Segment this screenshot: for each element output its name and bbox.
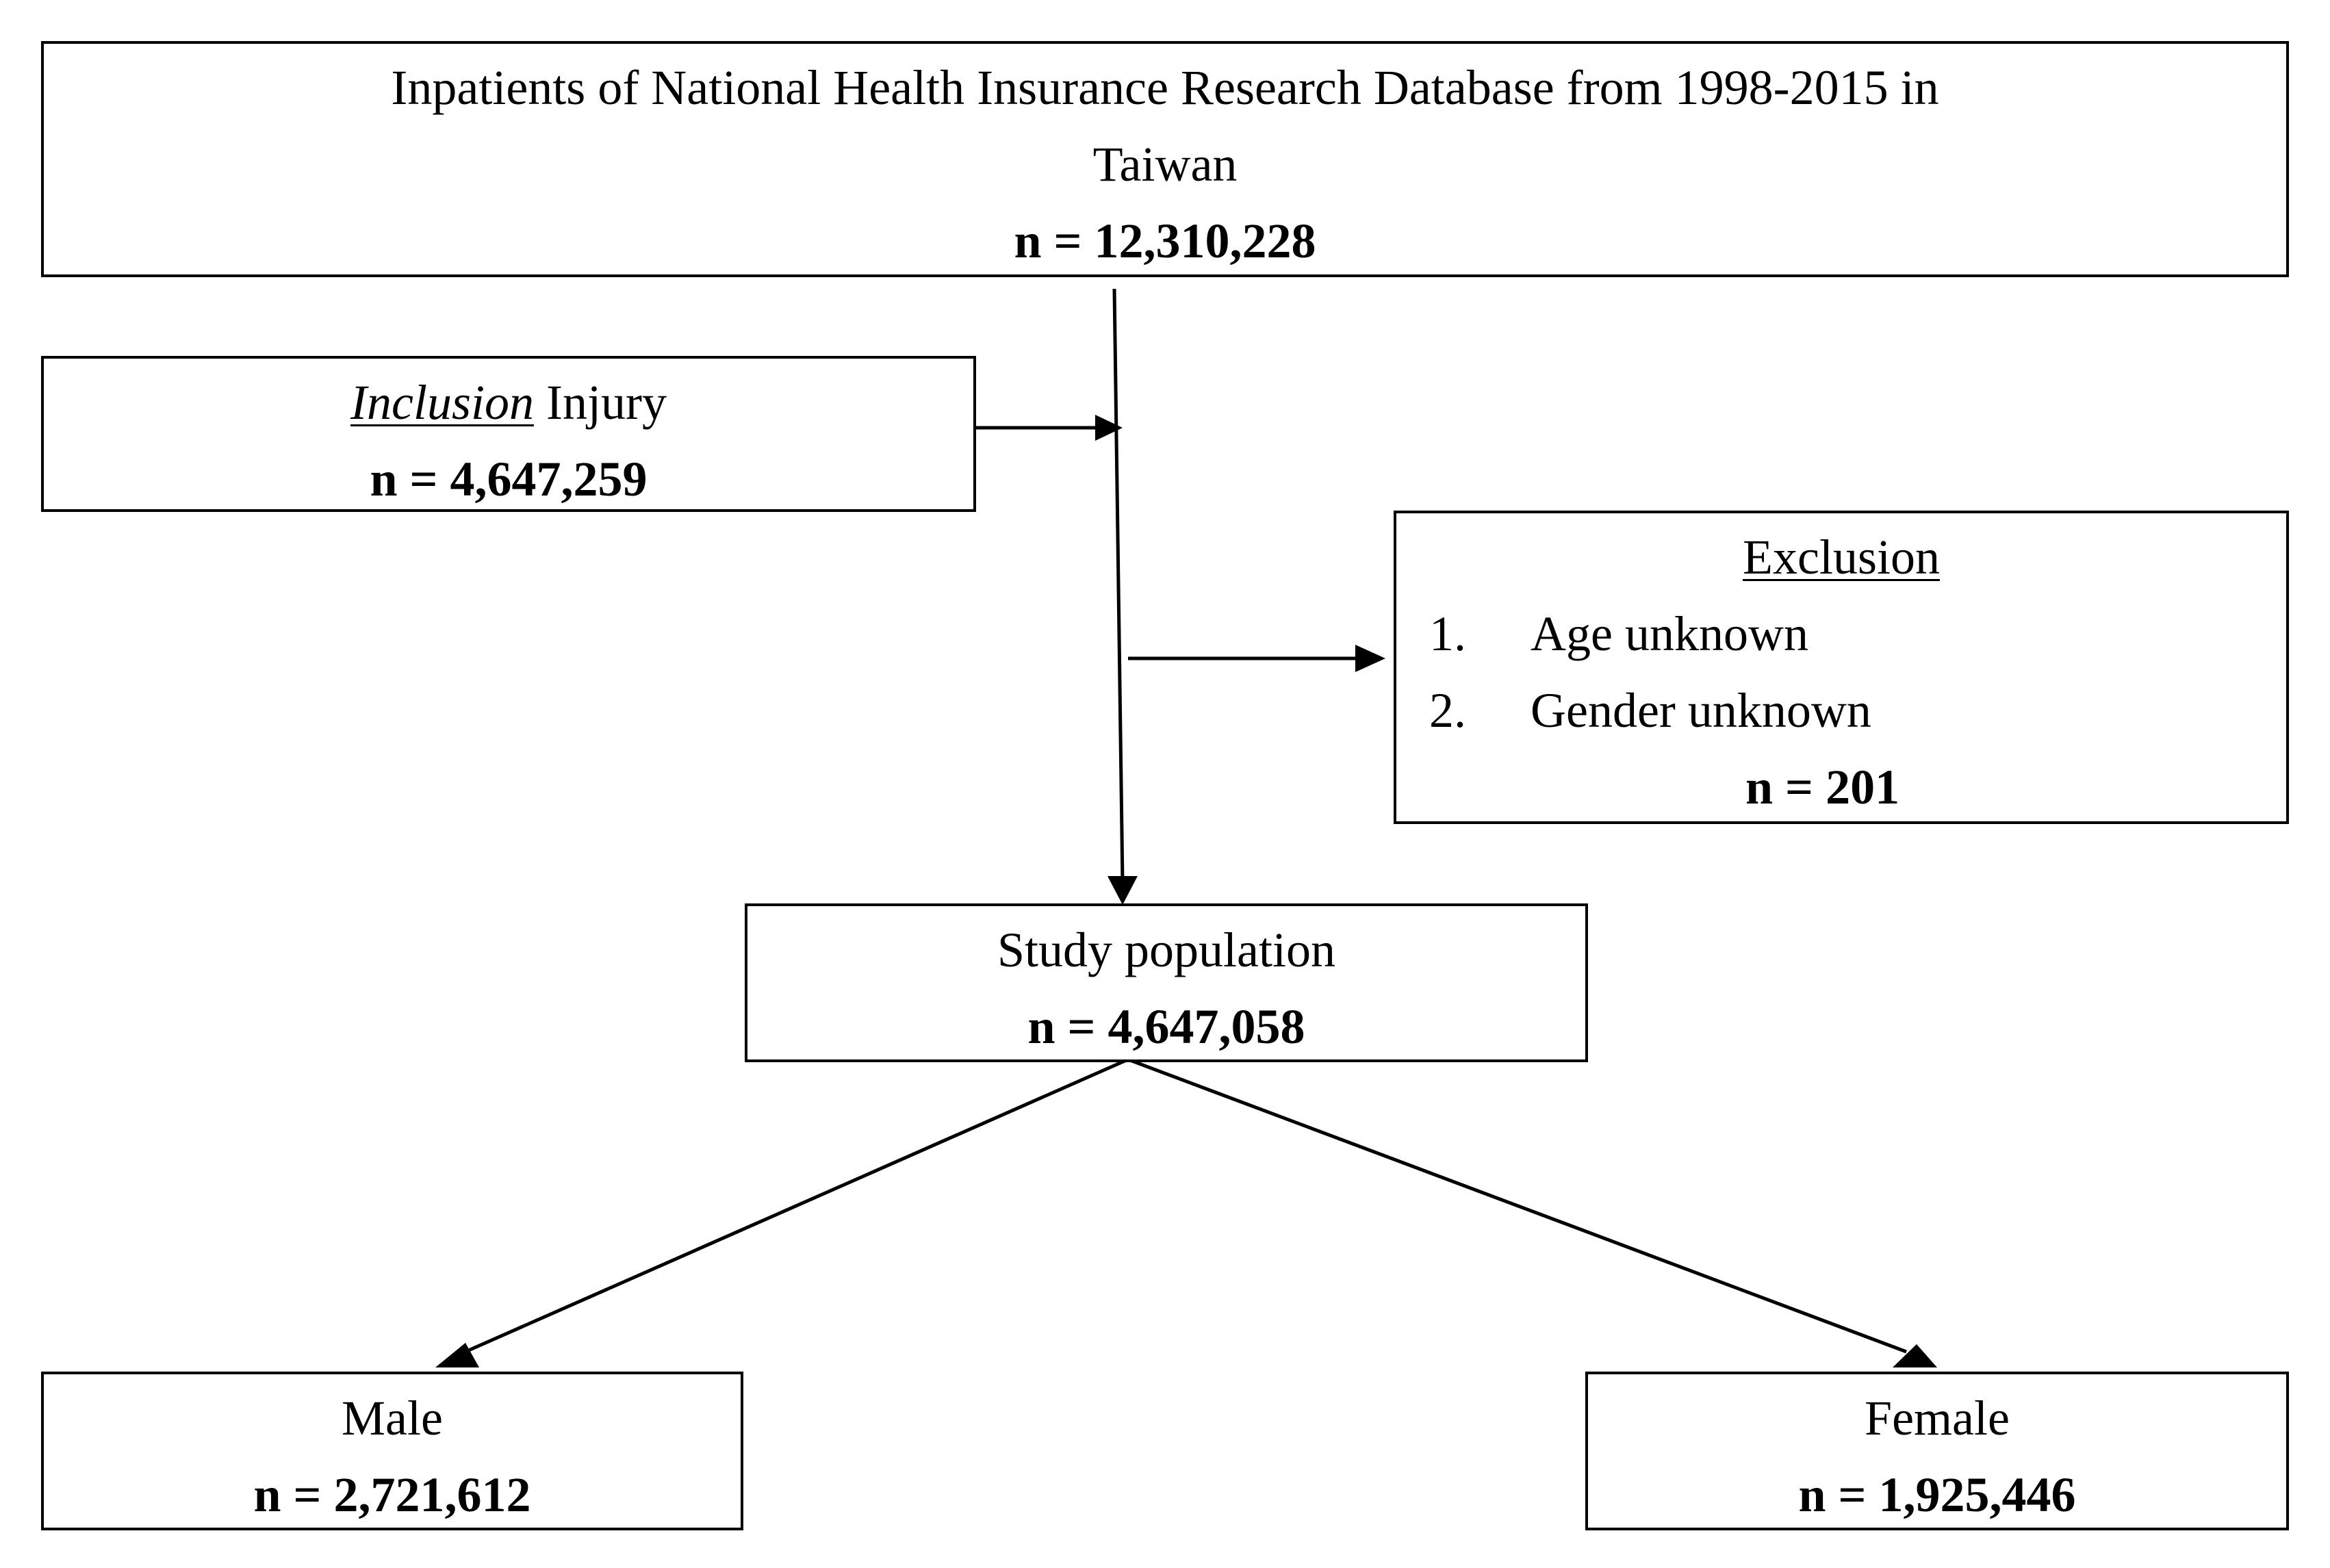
exclusion-arrowhead — [1355, 645, 1385, 672]
exclusion-item-1-text: Age unknown — [1531, 606, 1808, 661]
female-box — [1585, 1372, 2289, 1530]
exclusion-box — [1394, 511, 2289, 824]
female-count: n = 1,925,446 — [1798, 1467, 2076, 1522]
male-branch-arrowhead — [435, 1343, 479, 1367]
inclusion-arrowhead — [1095, 415, 1123, 441]
source-title-line2: Taiwan — [1092, 137, 1238, 192]
inclusion-label — [44, 375, 973, 430]
female-branch-arrow — [1128, 1059, 1906, 1352]
inclusion-box — [41, 356, 976, 512]
main-trunk-arrowhead — [1108, 876, 1138, 905]
main-trunk-arrow — [1114, 289, 1123, 883]
exclusion-item-1-number: 1. — [1429, 606, 1466, 661]
inclusion-label-rest: Injury — [534, 375, 667, 430]
study-population-box — [745, 903, 1588, 1062]
study-title: Study population — [997, 923, 1335, 977]
exclusion-title: Exclusion — [1743, 530, 1940, 584]
male-count: n = 2,721,612 — [253, 1467, 531, 1522]
female-title: Female — [1865, 1391, 2010, 1445]
inclusion-label-italic: Inclusion — [350, 375, 534, 430]
source-population-box — [41, 41, 2289, 277]
inclusion-count: n = 4,647,259 — [370, 452, 648, 506]
study-count: n = 4,647,058 — [1027, 999, 1305, 1054]
source-count: n = 12,310,228 — [1014, 214, 1316, 268]
source-title-line1: Inpatients of National Health Insurance Research Database from 1998-2015 in — [391, 60, 1939, 115]
exclusion-item-2-text: Gender unknown — [1531, 683, 1871, 738]
exclusion-item-2-number: 2. — [1429, 683, 1466, 738]
male-title: Male — [342, 1391, 443, 1445]
exclusion-count: n = 201 — [1745, 760, 1900, 814]
male-box — [41, 1372, 743, 1530]
male-branch-arrow — [465, 1059, 1128, 1352]
